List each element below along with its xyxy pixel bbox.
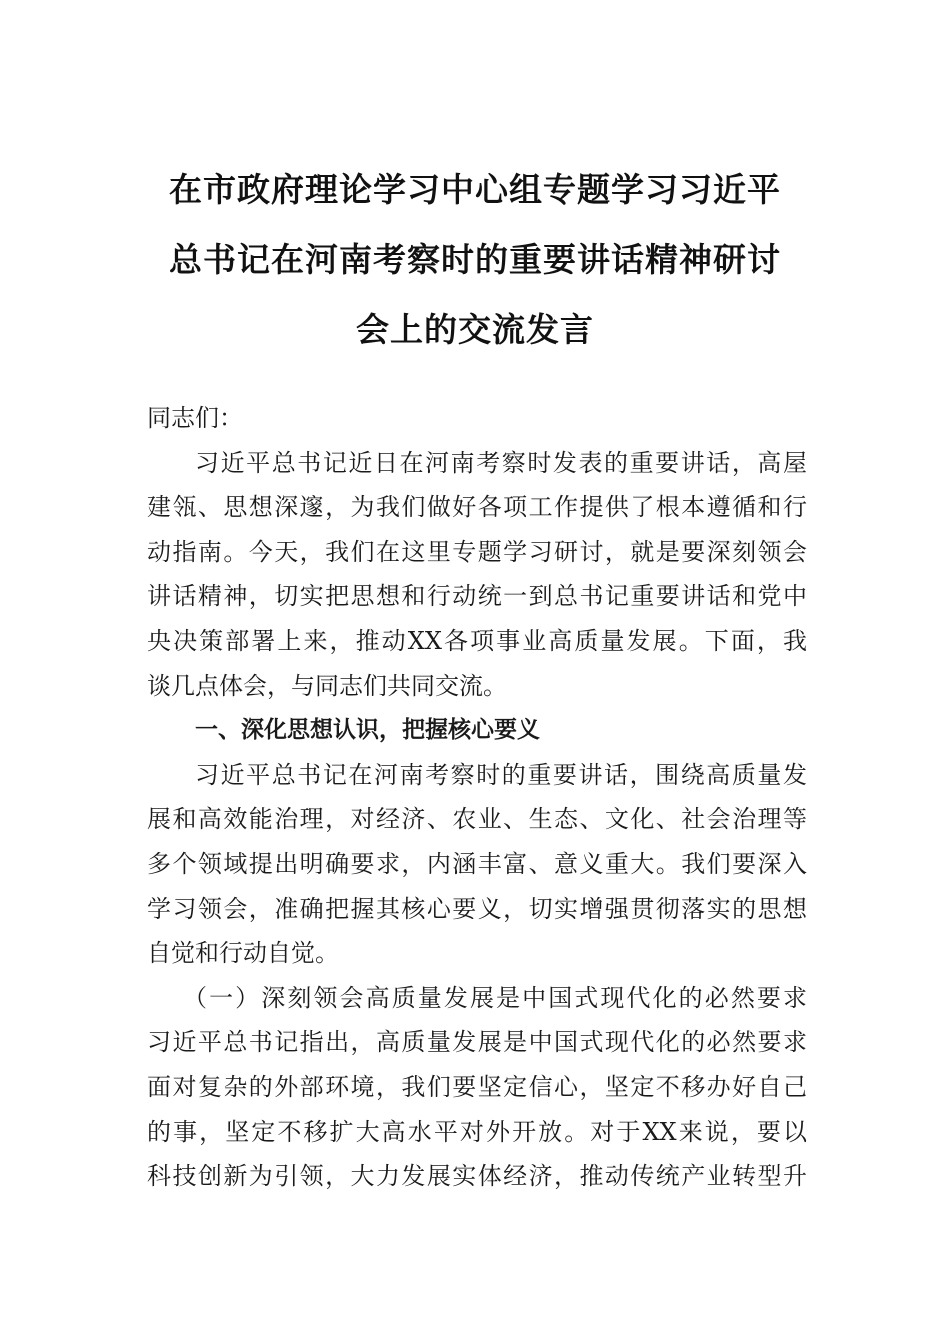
subsection-heading: （一）深刻领会高质量发展是中国式现代化的必然要求 <box>183 983 807 1012</box>
title-line: 总书记在河南考察时的重要讲话精神研讨 <box>169 240 781 279</box>
paragraph-line: 科技创新为引领，大力发展实体经济，推动传统产业转型升 <box>147 1162 807 1191</box>
salutation: 同志们： <box>147 404 243 432</box>
document-title <box>140 155 810 365</box>
paragraph-line: 习近平总书记指出，高质量发展是中国式现代化的必然要求 <box>147 1028 807 1057</box>
paragraph-line: 央决策部署上来，推动XX各项事业高质量发展。下面，我 <box>147 626 807 655</box>
paragraph-line: 的事，坚定不移扩大高水平对外开放。对于XX来说，要以 <box>147 1117 807 1146</box>
title-line: 在市政府理论学习中心组专题学习习近平 <box>169 170 781 209</box>
paragraph-line: 习近平总书记在河南考察时的重要讲话，围绕高质量发 <box>195 760 807 789</box>
section1-paragraph <box>147 753 807 976</box>
paragraph-line: 面对复杂的外部环境，我们要坚定信心，坚定不移办好自己 <box>147 1072 807 1101</box>
title-line: 会上的交流发言 <box>356 310 594 349</box>
subsection1-paragraph <box>147 1020 807 1198</box>
paragraph-line: 自觉和行动自觉。 <box>147 939 339 968</box>
paragraph-line: 谈几点体会，与同志们共同交流。 <box>147 671 507 700</box>
document-body <box>147 396 807 1199</box>
paragraph-line: 建瓴、思想深邃，为我们做好各项工作提供了根本遵循和行 <box>147 493 807 522</box>
paragraph-line: 多个领域提出明确要求，内涵丰富、意义重大。我们要深入 <box>147 849 807 878</box>
paragraph-line: 动指南。今天，我们在这里专题学习研讨，就是要深刻领会 <box>147 537 807 566</box>
paragraph-line: 讲话精神，切实把思想和行动统一到总书记重要讲话和党中 <box>147 582 807 611</box>
paragraph-line: 学习领会，准确把握其核心要义，切实增强贯彻落实的思想 <box>147 894 807 923</box>
paragraph-line: 习近平总书记近日在河南考察时发表的重要讲话，高屋 <box>195 448 807 477</box>
intro-paragraph <box>147 441 807 709</box>
paragraph-line: 展和高效能治理，对经济、农业、生态、文化、社会治理等 <box>147 805 807 834</box>
section-heading: 一、深化思想认识，把握核心要义 <box>195 717 540 744</box>
